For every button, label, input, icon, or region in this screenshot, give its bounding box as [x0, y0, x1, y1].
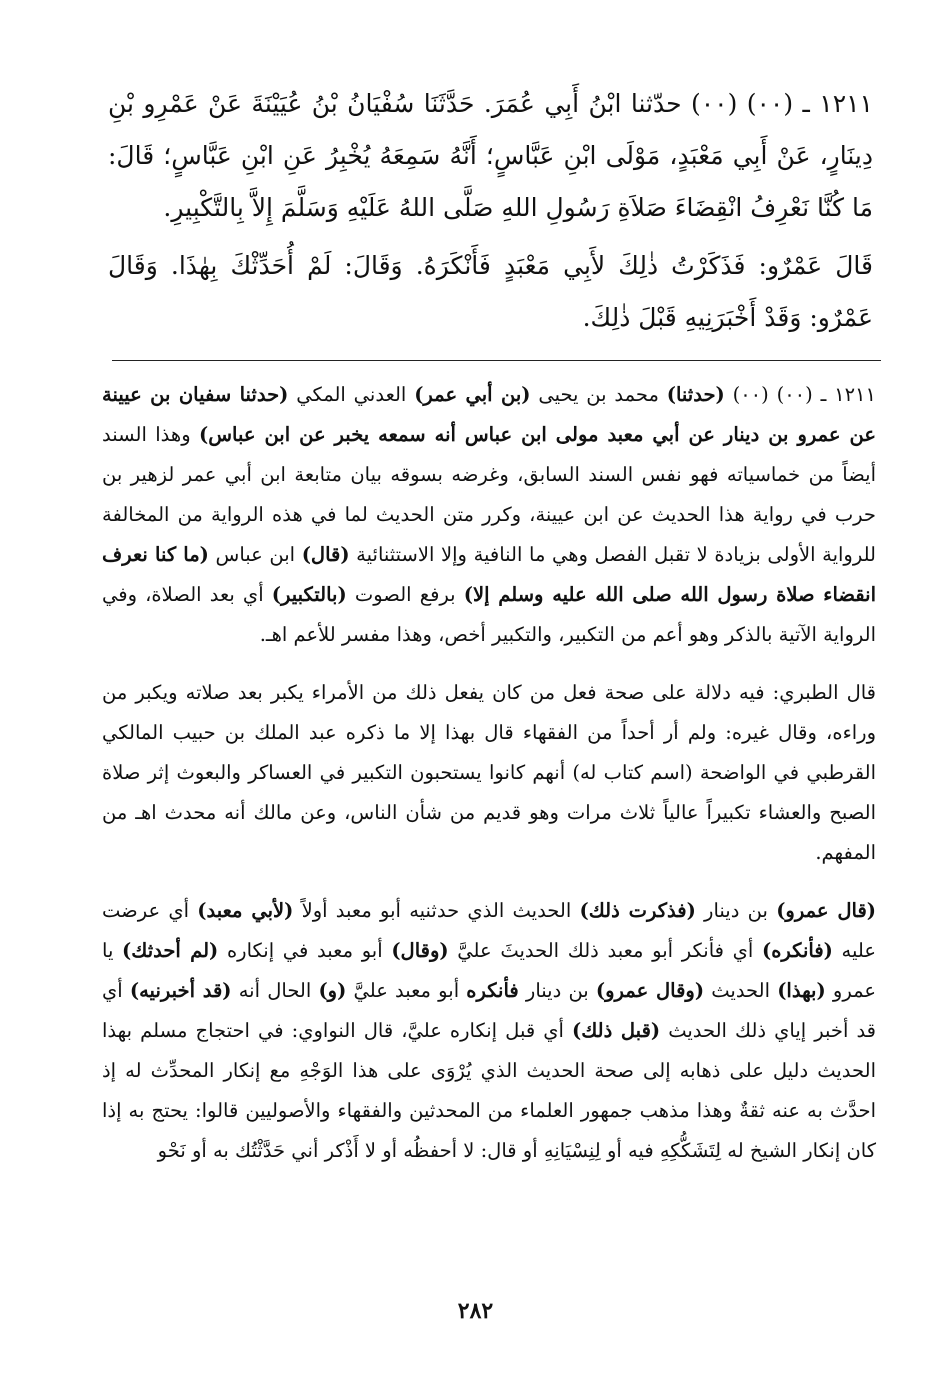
commentary-run: أبو معبد عليَّ [346, 979, 467, 1002]
commentary-paragraph [102, 891, 876, 1171]
section-divider [112, 360, 881, 361]
quoted-term: (و) [318, 979, 347, 1002]
commentary-run: ١٢١١ ـ (٠٠) (٠٠) [724, 383, 877, 406]
hadith-paragraph: ١٢١١ ـ (٠٠) (٠٠) حدّثنا ابْنُ أَبِي عُمَرَ. حَدَّثَنَا سُفْيَانُ بْنُ عُيَيْنَةَ عَنْ عَمْرِو بْنِ دِينَارٍ، عَنْ أَبِي مَعْبَدٍ، مَوْلَى ابْنِ عَبَّاسٍ؛ أَنَّهُ سَمِعَهُ يُخْبِرُ عَنِ ابْنِ عَبَّاسٍ؛ قَالَ: مَا كُنَّا نَعْرِفُ انْقِضَاءَ صَلاَةِ رَسُولِ اللهِ صَلَّى اللهُ عَلَيْهِ وَسَلَّمَ إِلاَّ بِالتَّكْبِيرِ. [108, 89, 873, 222]
commentary-run: محمد بن يحيى [530, 383, 667, 406]
commentary-run: أي بعد الصلاة، وفي الرواية الآتية بالذكر وهو أعم من التكبير، والتكبير أخص، وهذا مفسر للأعم اهـ. [102, 583, 876, 646]
quoted-term: (بالتكبير) [271, 583, 347, 606]
commentary-run: ابن عباس [208, 543, 302, 566]
quoted-term: (حدثنا سفيان بن عيينة عن عمرو بن دينار عن أبي معبد مولى ابن عباس أنه سمعه يخبر عن ابن عباس) [102, 383, 876, 446]
quoted-term: (ما كنا نعرف انقضاء صلاة رسول الله صلى الله عليه وسلم إلا) [102, 543, 877, 606]
commentary-run: الحال أنه [231, 979, 319, 1002]
commentary-run: وهذا السند أيضاً من خماسياته فهو نفس السند السابق، وغرضه بسوقه بيان متابعة ابن أبي عمر لزهير بن حرب في رواية هذا الحديث عن ابن عيينة، وكرر متن الحديث لما في هذه الرواية من المخالفة للرواية الأولى بزيادة لا تقبل الفصل وهي ما النافية وإلا الاستثنائية [102, 423, 876, 566]
commentary-run: يا عمرو [102, 939, 876, 1002]
quoted-term: (قال عمرو) [776, 899, 876, 922]
quoted-term: (قبل ذلك) [571, 1019, 661, 1042]
commentary-run: أي عرضت عليه [102, 899, 876, 962]
quoted-term: (وقال عمرو) [595, 979, 705, 1002]
commentary-run: بن دينار [518, 979, 596, 1002]
commentary-run: برفع الصوت [346, 583, 464, 606]
quoted-term: (حدثنا) [666, 383, 725, 406]
quoted-term: فأنكره [466, 979, 519, 1002]
quoted-term: (فذكرت ذلك) [579, 899, 696, 922]
hadith-text [108, 78, 873, 344]
page-number: ٢٨٢ [457, 1298, 494, 1324]
quoted-term: (لأبي معبد) [197, 899, 294, 922]
commentary-run: بن دينار [695, 899, 777, 922]
commentary-run: أي قبل إنكاره عليَّ، قال النواوي: في احتجاج مسلم بهذا الحديث دليل على ذهابه إلى صحة الحديث الذي يُرْوَى على هذا الوَجْهِ مع إنكار المحدِّث له إذ احدَّث به عنه ثقةٌ وهذا مذهب جمهور العلماء من المحدثين والفقهاء والأصوليين قالوا: يحتج به إذا كان إنكار الشيخ له لِتَشَكُّكِهِ فيه أو لِنِسْيَانِهِ أو قال: لا أحفظُه أو لا أَذْكر أني حَدَّثْتُك به أو نَحْو [102, 1019, 876, 1162]
quoted-term: (فأنكره) [761, 939, 833, 962]
quoted-term: (بهذا) [777, 979, 826, 1002]
quoted-term: (قال) [301, 543, 350, 566]
commentary-text [102, 375, 876, 1171]
quoted-term: (قد أخبرنيه) [129, 979, 232, 1002]
commentary-paragraph [102, 375, 876, 655]
commentary-paragraph: قال الطبري: فيه دلالة على صحة فعل من كان يفعل ذلك من الأمراء يكبر بعد صلاته ويكبر من وراءه، وقال غيره: ولم أر أحداً من الفقهاء قال بهذا إلا ما ذكره عبد الملك بن حبيب المالكي القرطبي في الواضحة (اسم كتاب له) أنهم كانوا يستحبون التكبير في العساكر والبعوث إثر صلاة الصبح والعشاء تكبيراً عالياً ثلاث مرات وهو قديم من شأن الناس، وعن مالك أنه محدث اهـ من المفهم. [102, 681, 876, 864]
commentary-run: الحديث [704, 979, 778, 1002]
commentary-run: الحديث الذي حدثنيه أبو معبد أولاً [293, 899, 580, 922]
quoted-term: (وقال) [391, 939, 449, 962]
commentary-run: أي قد أخبر إياي ذلك الحديث [102, 979, 877, 1042]
commentary-run: أبو معبد في إنكاره [218, 939, 392, 962]
hadith-paragraph: قَالَ عَمْرٌو: فَذَكَرْتُ ذٰلِكَ لأَبِي مَعْبَدٍ فَأَنْكَرَهُ. وَقَالَ: لَمْ أُحَدِّثْكَ بِهٰذَا. وَقَالَ عَمْرٌو: وَقَدْ أَخْبَرَنِيهِ قَبْلَ ذٰلِكَ. [108, 251, 873, 332]
commentary-run: العدني المكي [288, 383, 415, 406]
quoted-term: (بن أبي عمر) [414, 383, 531, 406]
commentary-run: أي فأنكر أبو معبد ذلك الحديثَ عليَّ [448, 939, 762, 962]
quoted-term: (لم أحدثك) [122, 939, 219, 962]
